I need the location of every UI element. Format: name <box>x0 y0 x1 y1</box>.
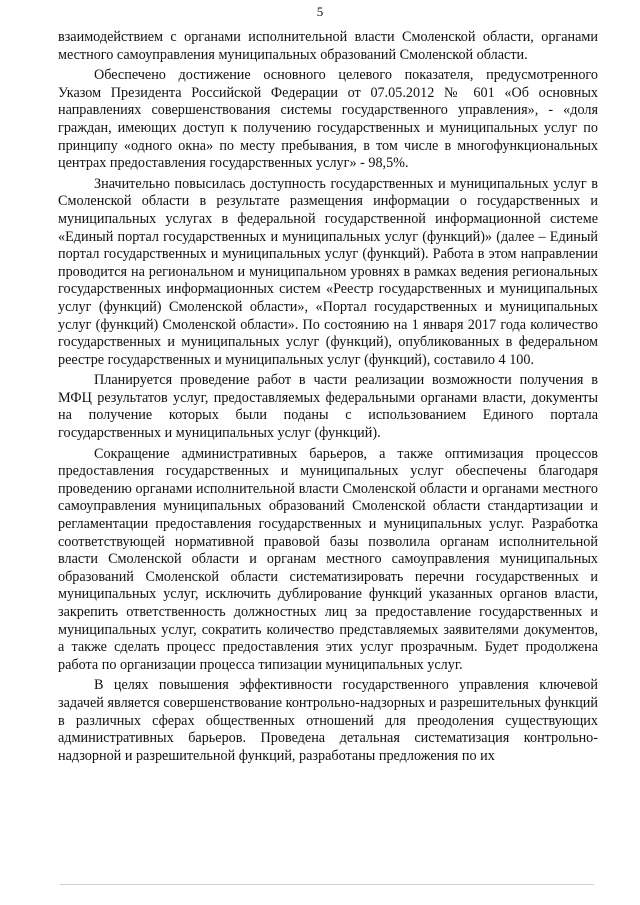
paragraph-5: Сокращение административных барьеров, а также оптимизация процессов предоставления государственных и муниципальных услуг обеспечены благодаря проведению органами исполнительной власти Смоленской области и органами местного самоуправления муниципальных образований Смоленской области стандартизации и регламентации предоставления государственных и муниципальных услуг. Разработка соответствующей нормативной правовой базы позволила органам исполнительной власти Смоленской области и органам местного самоуправления муниципальных образований Смоленской области систематизировать перечни государственных и муниципальных услуг, исключить дублирование функций указанных органов власти, закрепить ответственность должностных лиц за предоставление государственных и муниципальных услуг, сократить количество представляемых заявителями документов, а также сделать процесс предоставления этих услуг прозрачным. Будет продолжена работа по организации процесса типизации муниципальных услуг. <box>58 445 598 673</box>
document-body <box>58 29 598 768</box>
paragraph-6: В целях повышения эффективности государственного управления ключевой задачей является совершенствование контрольно-надзорных и разрешительных функций в различных сферах общественных отношений для преодоления существующих административных барьеров. Проведена детальная систематизация контрольно-надзорной и разрешительной функций, разработаны предложения по их <box>58 677 598 764</box>
page-number: 5 <box>316 4 324 19</box>
paragraph-1: взаимодействием с органами исполнительной власти Смоленской области, органами местного самоуправления муниципальных образований Смоленской области. <box>58 29 598 63</box>
paragraph-2: Обеспечено достижение основного целевого показателя, предусмотренного Указом Президента Российской Федерации от 07.05.2012 № 601 «Об основных направлениях совершенствования системы государственного управления», - «доля граждан, имеющих доступ к получению государственных и муниципальных услуг по принципу «одного окна» по месту пребывания, в том числе в многофункциональных центрах предоставления государственных услуг» - 98,5%. <box>58 67 598 172</box>
paragraph-4: Планируется проведение работ в части реализации возможности получения в МФЦ результатов услуг, предоставляемых федеральными органами власти, документы на получение которых были поданы с использованием Единого портала государственных и муниципальных услуг (функций). <box>58 372 598 442</box>
paragraph-3: Значительно повысилась доступность государственных и муниципальных услуг в Смоленской области в результате размещения информации о государственных и муниципальных услугах в федеральной государственной информационной системе «Единый портал государственных и муниципальных услуг (функций)» (далее – Единый портал государственных и муниципальных услуг (функций). Работа в этом направлении проводится на региональном и муниципальном уровнях в рамках ведения региональных государственных информационных систем «Реестр государственных и муниципальных услуг (функций) Смоленской области», «Портал государственных и муниципальных услуг (функций) Смоленской области». По состоянию на 1 января 2017 года количество государственных и муниципальных услуг (функций), опубликованных в федеральном реестре государственных и муниципальных услуг (функций), составило 4 100. <box>58 175 598 368</box>
bottom-divider <box>60 884 594 885</box>
